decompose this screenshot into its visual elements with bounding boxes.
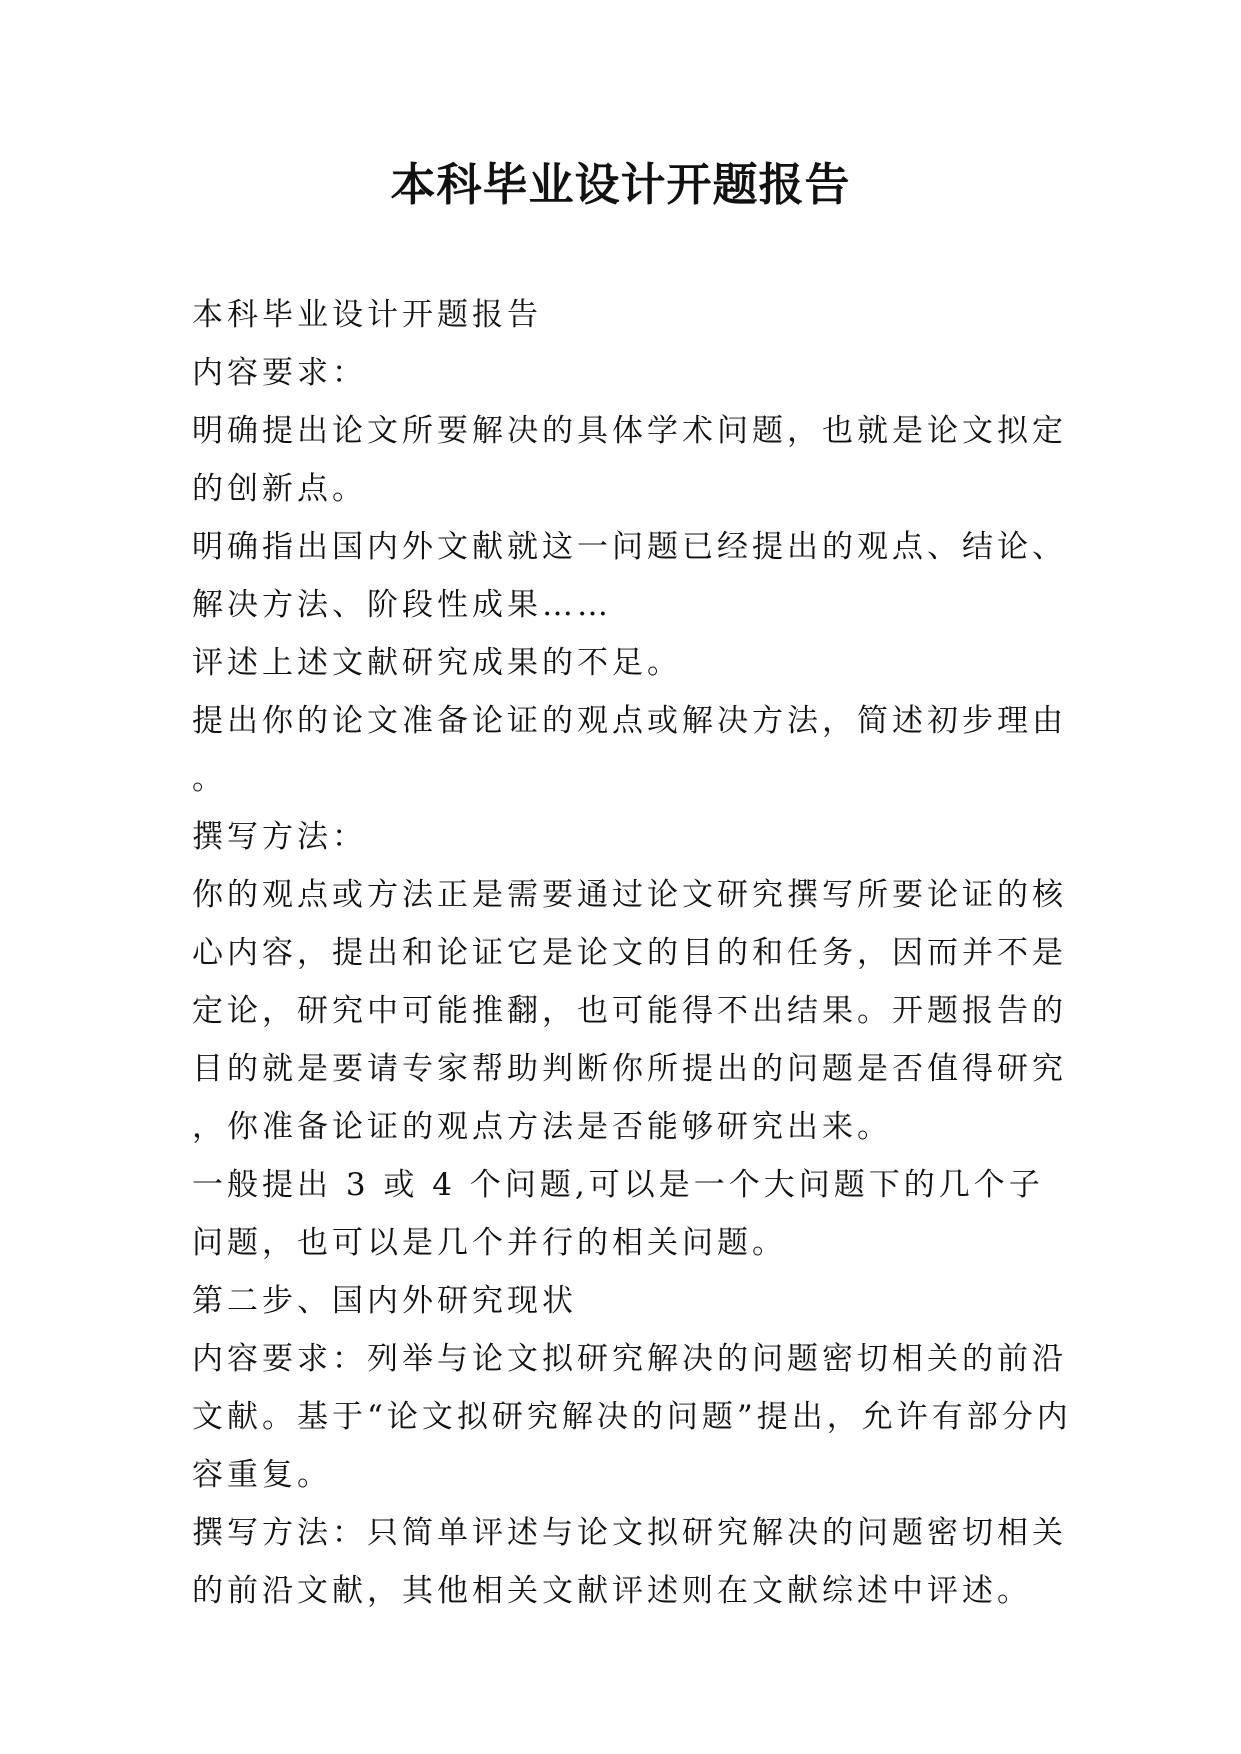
paragraph-innovation-point: 明确提出论文所要解决的具体学术问题，也就是论文拟定的创新点。: [192, 413, 1067, 507]
paragraph-propose-method: 提出你的论文准备论证的观点或解决方法，简述初步理由。: [192, 703, 1067, 797]
paragraph-core-content: 你的观点或方法正是需要通过论文研究撰写所要论证的核心内容，提出和论证它是论文的目的和任务，因而并不是定论，研究中可能推翻，也可能得不出结果。开题报告的目的就是要请专家帮助判断你所提出的问题是否值得研究，你准备论证的观点方法是否能够研究出来。: [192, 877, 1067, 1145]
paragraph-step-two-method: 撰写方法：只简单评述与论文拟研究解决的问题密切相关的前沿文献，其他相关文献评述则在文献综述中评述。: [192, 1515, 1067, 1609]
paragraph-question-count: 一般提出 3 或 4 个问题,可以是一个大问题下的几个子问题，也可以是几个并行的相关问题。: [192, 1167, 1044, 1261]
document-title: 本科毕业设计开题报告: [390, 158, 851, 211]
paragraph-step-two-heading: 第二步、国内外研究现状: [192, 1283, 577, 1319]
paragraph-heading: 本科毕业设计开题报告: [192, 297, 542, 333]
paragraph-literature-views: 明确指出国内外文献就这一问题已经提出的观点、结论、解决方法、阶段性成果……: [192, 529, 1067, 623]
paragraph-step-two-requirements: 内容要求：列举与论文拟研究解决的问题密切相关的前沿文献。基于“论文拟研究解决的问题”提出，允许有部分内容重复。: [192, 1341, 1072, 1493]
paragraph-content-requirements-label: 内容要求：: [192, 355, 367, 391]
paragraph-writing-method-label: 撰写方法：: [192, 819, 367, 855]
paragraph-review-shortcomings: 评述上述文献研究成果的不足。: [192, 645, 682, 681]
document-body: [192, 286, 1072, 1620]
